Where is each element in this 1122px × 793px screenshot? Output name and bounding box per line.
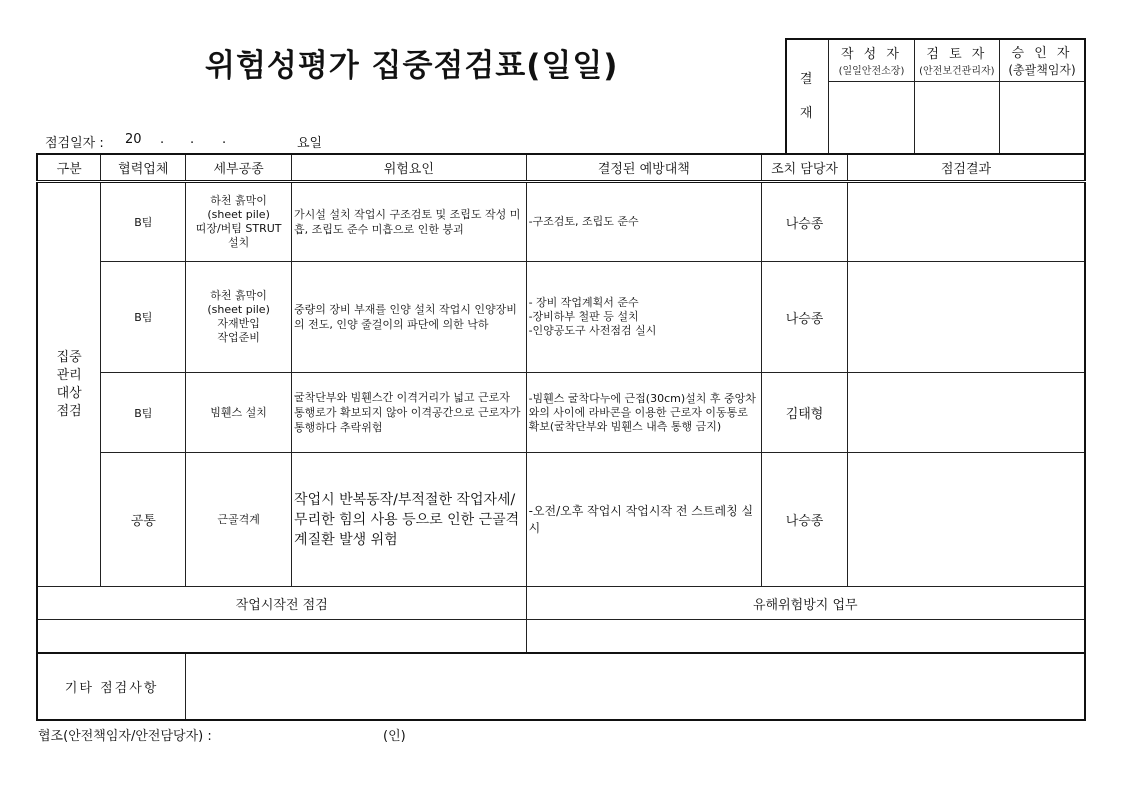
- weekday-label: 요일: [297, 136, 323, 151]
- person-cell: 나승종: [762, 182, 848, 262]
- header-hazard: 위험요인: [292, 154, 527, 182]
- work-type-cell: 하천 흙막이 (sheet pile) 띠장/버팀 STRUT 설치: [186, 182, 292, 262]
- result-cell[interactable]: [847, 262, 1085, 373]
- work-type-cell: 하천 흙막이 (sheet pile) 자재반입 작업준비: [186, 262, 292, 373]
- category-cell: 집중 관리 대상 점검: [37, 182, 101, 587]
- result-cell[interactable]: [847, 182, 1085, 262]
- hazard-cell: 가시설 설치 작업시 구조검토 및 조립도 작성 미흡, 조립도 준수 미흡으로 인한 붕괴: [292, 182, 527, 262]
- contractor-cell: B팀: [101, 262, 186, 373]
- hazard-prevention-label: 유해위험방지 업무: [526, 587, 1085, 620]
- contractor-cell: 공통: [101, 453, 186, 587]
- measure-cell: -빔휀스 굴착다누에 근접(30cm)설치 후 중앙차와의 사이에 라바콘을 이용한 근로자 이동통로 확보(굴착단부와 빔휀스 내측 통행 금지): [526, 373, 762, 453]
- approver-signature-cell[interactable]: [1000, 81, 1085, 154]
- table-row: [37, 373, 1085, 453]
- reviewer-signature-cell[interactable]: [914, 81, 999, 154]
- inspection-date-label: 점검일자 :: [45, 136, 104, 151]
- year-prefix: 20: [125, 132, 142, 147]
- page-title: 위험성평가 집중점검표(일일): [205, 48, 619, 84]
- table-row: [37, 182, 1085, 262]
- contractor-cell: B팀: [101, 182, 186, 262]
- table-header-row: [37, 154, 1085, 182]
- other-label: 기타 점검사항: [37, 653, 186, 720]
- person-cell: 나승종: [762, 453, 848, 587]
- other-field[interactable]: [186, 653, 1085, 720]
- table-row: [37, 262, 1085, 373]
- work-type-cell: 빔휀스 설치: [186, 373, 292, 453]
- header-work-type: 세부공종: [186, 154, 292, 182]
- date-dot: .: [160, 132, 165, 147]
- reviewer-role: 검 토 자 (안전보건관리자): [914, 39, 999, 81]
- measure-cell: - 장비 작업계획서 준수 -장비하부 철판 등 설치 -인양공도구 사전점검 실시: [526, 262, 762, 373]
- hazard-prevention-field[interactable]: [526, 620, 1085, 654]
- header-category: 구분: [37, 154, 101, 182]
- hazard-cell: 굴착단부와 빔휀스간 이격거리가 넓고 근로자 통행로가 확보되지 않아 이격공간으로 근로자가 통행하다 추락위험: [292, 373, 527, 453]
- measure-cell: -구조검토, 조립도 준수: [526, 182, 762, 262]
- cooperation-label: 협조(안전책임자/안전담당자) :: [38, 729, 212, 744]
- date-dot: .: [190, 132, 195, 147]
- person-cell: 김태형: [762, 373, 848, 453]
- date-dot: .: [222, 132, 227, 147]
- hazard-cell: 작업시 반복동작/부적절한 작업자세/무리한 힘의 사용 등으로 인한 근골격계질환 발생 위험: [292, 453, 527, 587]
- header-result: 점검결과: [847, 154, 1085, 182]
- inspection-table: [36, 153, 1086, 721]
- result-cell[interactable]: [847, 373, 1085, 453]
- section-header-row: [37, 587, 1085, 620]
- pre-work-check-field[interactable]: [37, 620, 526, 654]
- contractor-cell: B팀: [101, 373, 186, 453]
- approval-box: [785, 38, 1086, 155]
- measure-cell: -오전/오후 작업시 작업시작 전 스트레칭 실시: [526, 453, 762, 587]
- table-row: [37, 453, 1085, 587]
- result-cell[interactable]: [847, 453, 1085, 587]
- section-value-row: [37, 620, 1085, 654]
- author-role: 작 성 자 (일일안전소장): [829, 39, 914, 81]
- approver-role: 승 인 자 (총괄책임자): [1000, 39, 1085, 81]
- other-row: [37, 653, 1085, 720]
- work-type-cell: 근골격계: [186, 453, 292, 587]
- hazard-cell: 중량의 장비 부재를 인양 설치 작업시 인양장비의 전도, 인양 줄걸이의 파단에 의한 낙하: [292, 262, 527, 373]
- author-signature-cell[interactable]: [829, 81, 914, 154]
- header-measure: 결정된 예방대책: [526, 154, 762, 182]
- person-cell: 나승종: [762, 262, 848, 373]
- approval-side-label: 결 재: [786, 39, 829, 154]
- header-person: 조치 담당자: [762, 154, 848, 182]
- seal-label: (인): [383, 729, 406, 744]
- header-contractor: 협력업체: [101, 154, 186, 182]
- pre-work-check-label: 작업시작전 점검: [37, 587, 526, 620]
